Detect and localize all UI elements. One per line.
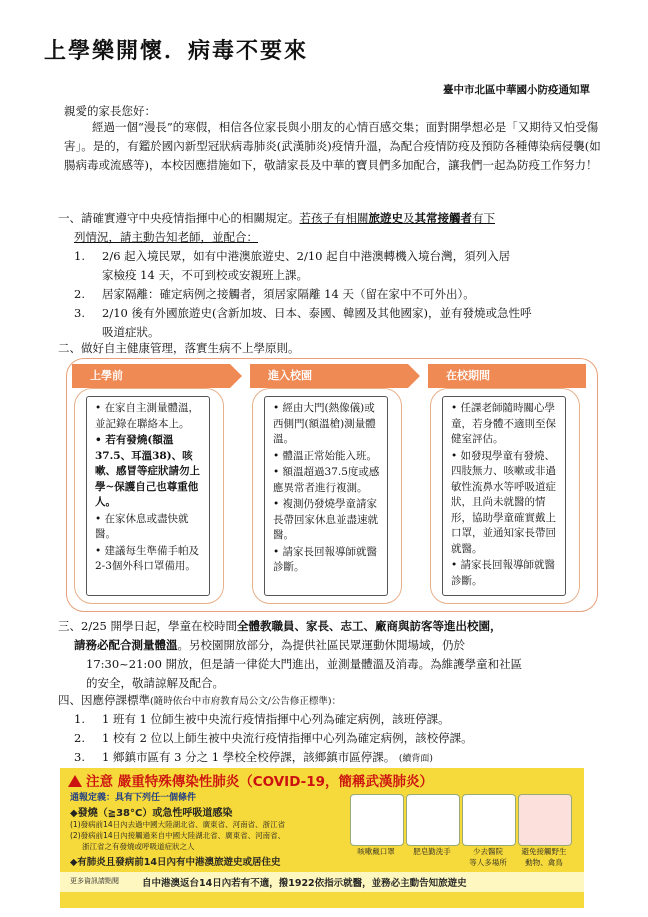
issuer: 臺中市北區中華國小防疫通知單 <box>443 84 590 96</box>
list-item: 2. 1 校有 2 位以上師生被中央流行疫情指揮中心列為確定病例，該校停課。 <box>74 731 473 745</box>
page-title: 上學樂開懷．病毒不要來 <box>44 39 309 64</box>
section-2-lead: 二、做好自主健康管理，落實生病不上學原則。 <box>58 341 300 355</box>
at-school-list <box>442 396 566 596</box>
fever-criterion: ◆發燒（≧38°C）或急性呼吸道感染 <box>70 808 233 819</box>
section-1-line2: 列情況，請主動告知老師，並配合： <box>74 230 258 244</box>
list-item: • 請家長回報導師就醫診斷。 <box>273 545 378 573</box>
list-item: • 複測仍發燒學童請家長帶回家休息並盡速就醫。 <box>273 498 378 541</box>
section-3-bold-b: 請務必配合測量體溫 <box>74 638 178 652</box>
warning-icon <box>68 775 82 787</box>
covid-banner: 注意 嚴重特殊傳染性肺炎（COVID-19，簡稱武漢肺炎） 通報定義：具有下列任一個條件 ◆發燒（≧38°C）或急性呼吸道感染 (1)發病前14日內去過中國大陸湖北省、廣東省、河南省、浙江省 (2)發病前14日內接觸過來自中國大陸湖北省、廣東省、河南省、 浙江省之有發燒或呼吸道症狀之人 ◆有肺炎且發病前14日內有中港澳旅遊史或居住史 咳嗽戴口罩 肥皂勤洗手 少去醫院 等人多場所 避免接觸野生 動物、禽鳥 更多資訊請點閱 自中港澳返台14日內若有不適，撥1922依指示就醫，並務必主動告知旅遊史 <box>60 768 584 908</box>
report-label: 通報定義：具有下列任一個條件 <box>70 793 197 803</box>
list-item-cont: 家檢疫 14 天，不可到校或安親班上課。 <box>102 268 308 282</box>
before-school-list <box>86 396 210 596</box>
section-1-lead: 一、請確實遵守中央疫情指揮中心的相關規定。 <box>58 211 300 225</box>
enter-campus-list <box>264 396 388 596</box>
section-1 <box>58 209 618 247</box>
list-item: 1. 2/6 起入境民眾，如有中港澳旅遊史、2/10 起自中港澳轉機入境台灣，須列入居 <box>74 249 511 263</box>
list-item: 3. 2/10 後有外國旅遊史(含新加坡、日本、泰國、韓國及其他國家)，並有發燒或急性呼 <box>74 306 532 320</box>
list-item: • 經由大門(熱像儀)或西側門(額溫槍)測量體溫。 <box>273 402 376 445</box>
intro-paragraph: 經過一個“漫長”的寒假，相信各位家長與小朋友的心情百感交集；面對開學想必是「又期待又怕受傷害」。是的，有鑑於國內新型冠狀病毒肺炎(武漢肺炎)疫情升溫，為配合疫情防疫及預防各種傳染病侵襲(如腸病毒或流感等)，本校因應措施如下，敬請家長及中華的寶貝們多加配合，讓我們一起為防疫工作努力！ <box>64 120 601 172</box>
flow-header-before-school: 上學前 <box>72 364 230 388</box>
list-item: 3. 1 鄉鎮市區有 3 分之 1 學校全校停課，該鄉鎮市區停課。 (續背面) <box>74 750 433 764</box>
list-item: • 在家自主測量體溫，並記錄在聯絡本上。 <box>95 402 200 430</box>
arrow-icon <box>230 364 242 388</box>
list-item: • 如發現學童有發燒、四肢無力、咳嗽或非過敏性流鼻水等呼吸道症狀，且尚未就醫的情形，協助學童確實戴上口罩，並通知家長帶回就醫。 <box>451 449 556 555</box>
hospital-icon <box>462 794 516 846</box>
section-3: 三、2/25 開學日起，學童在校時間全體教職員、家長、志工、廠商與訪客等進出校園， 請務必配合測量體溫。另校園開放部分，為提供社區民眾運動休閒場域，仍於 17:30~21:00 開放，但是請一律從大門進出，並測量體溫及消毒。為維護學童和社區 的安全，敬請諒解及配合。 <box>58 619 523 690</box>
section-1-underline-b: 及 <box>403 211 415 225</box>
list-item-cont: 吸道症狀。 <box>102 325 160 339</box>
arrow-icon <box>568 364 580 388</box>
flow-header-at-school: 在校期間 <box>428 364 586 388</box>
list-item: 1. 1 班有 1 位師生被中央流行疫情指揮中心列為確定病例，該班停課。 <box>74 712 450 726</box>
banner-bottom-note: 自中港澳返台14日內若有不適，撥1922依指示就醫，並務必主動告知旅遊史 <box>142 878 467 889</box>
section-1-bold-a: 旅遊史 <box>368 211 403 225</box>
arrow-icon <box>408 364 420 388</box>
section-3-bold-a: 全體教職員、家長、志工、廠商與訪客等進出校園， <box>236 619 502 633</box>
list-item: • 請家長回報導師就醫診斷。 <box>451 559 556 587</box>
banner-title: 注意 嚴重特殊傳染性肺炎（COVID-19，簡稱武漢肺炎） <box>68 770 578 790</box>
continued-note: (續背面) <box>398 754 433 764</box>
handwash-icon <box>406 794 460 846</box>
list-item: • 額溫超過37.5度或感應異常者進行複測。 <box>273 466 380 494</box>
section-1-underline-c: 有下 <box>472 211 495 225</box>
list-item: 2. 居家隔離：確定病例之接觸者，須居家隔離 14 天（留在家中不可外出）。 <box>74 287 475 301</box>
section-4-lead: 四、因應停課標準(隨時依台中市府教育局公文/公告修正標準)： <box>58 693 342 707</box>
mask-icon <box>350 794 404 846</box>
flow-header-enter-campus: 進入校園 <box>250 364 408 388</box>
travel-criterion: ◆有肺炎且發病前14日內有中港澳旅遊史或居住史 <box>70 857 281 868</box>
section-1-bold-b: 其常接觸者 <box>414 211 472 225</box>
list-item: • 若有發燒(額溫37.5、耳溫38)、咳嗽、感冒等症狀請勿上學~保護自己也尊重他人。 <box>95 434 200 508</box>
section-1-underline-a: 若孩子有相關 <box>299 211 369 225</box>
section-1-list <box>74 247 614 342</box>
list-item: • 在家休息或盡快就醫。 <box>95 512 189 540</box>
section-4-list <box>74 710 614 769</box>
more-info-label: 更多資訊請點閱 <box>70 877 119 885</box>
list-item: • 體溫正常始能入班。 <box>273 449 378 462</box>
list-item: • 建議每生準備手帕及2-3個外科口罩備用。 <box>95 544 200 572</box>
list-item: • 任課老師隨時關心學童，若身體不適則至保健室評估。 <box>451 402 556 445</box>
greeting: 親愛的家長您好： <box>64 104 156 118</box>
no-wildlife-icon <box>518 794 572 846</box>
